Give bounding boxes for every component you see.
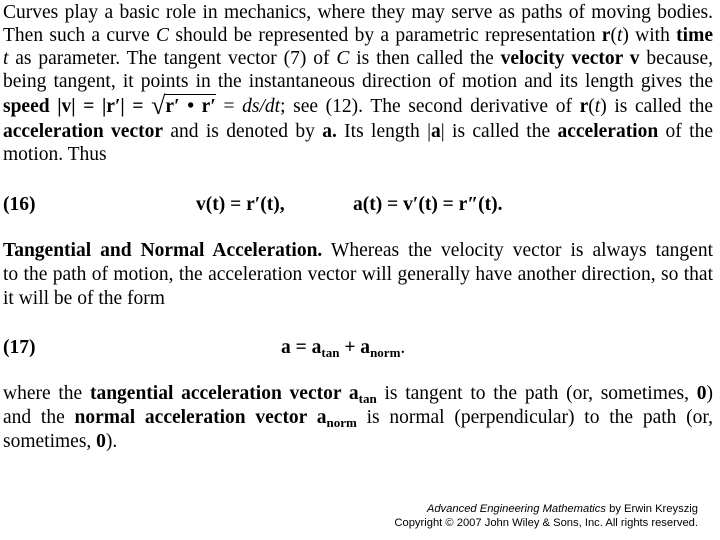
equation-velocity: v(t) = r′(t), [196,194,285,215]
math-symbol: t [616,25,623,46]
math-symbol: 0 [96,431,106,452]
math-symbol: C [156,25,170,46]
paragraph-text: where the [3,383,90,404]
text-line [3,144,713,166]
punctuation: . [400,337,406,358]
text-line [3,264,713,286]
bold-term: tangential acceleration vector a [89,383,359,404]
text-line [3,121,713,143]
paragraph-text: ) with [622,25,677,46]
paragraph-text: Whereas the velocity vector is always tangent [322,240,714,261]
book-title: Advanced Engineering Mathematics [426,503,606,515]
math-symbol: a. [322,121,337,142]
bold-term: time [676,25,713,46]
paragraph-text: is tangent to the path (or, sometimes, [376,383,697,404]
section-heading: Tangential and Normal Acceleration. [3,240,323,261]
math-expression: + a [339,337,371,358]
bold-term: speed [3,96,50,117]
math-expression: r′ • r′ [165,96,216,117]
paragraph-text: ) is called the [600,96,714,117]
paragraph-text: ). [105,431,118,452]
subscript: norm [370,345,401,360]
paragraph-text: of the [658,121,713,142]
math-expression: |v| = |r′| = [49,96,152,117]
bold-term: acceleration vector [3,121,164,142]
paragraph-text: is normal (perpendicular) to the path (or, [356,407,713,428]
paragraph-text: as parameter. The tangent vector (7) of [8,48,337,69]
math-symbol: r [579,96,589,117]
paragraph-text: = [215,96,243,117]
subscript: norm [326,415,357,430]
math-symbol: t [594,96,601,117]
equation-decomposition [281,337,405,359]
math-symbol: a [431,121,441,142]
text-line [3,48,713,70]
sqrt-symbol: √ [151,91,166,120]
paragraph-text: Then such a curve [3,25,157,46]
text-line [3,2,713,24]
text-line [3,240,713,262]
copyright-notice: Copyright © 2007 John Wiley & Sons, Inc. All rights reserved. [394,517,698,529]
equation-number: (17) [3,337,36,358]
equation-acceleration: a(t) = v′(t) = r″(t). [353,194,503,215]
paragraph-text: ) [706,383,713,404]
text-line [3,407,713,429]
text-line [3,431,713,453]
bold-term: normal acceleration vector a [74,407,327,428]
math-symbol: C [336,48,350,69]
paragraph-text: ( [610,25,617,46]
text-line [3,25,713,47]
author-text: by Erwin Kreyszig [605,503,698,515]
math-expression: a = a [281,337,322,358]
subscript: tan [358,391,377,406]
book-credit [427,502,698,516]
bold-term: velocity vector v [500,48,640,69]
text-line [3,288,713,310]
paragraph-text: ( [588,96,595,117]
math-symbol: t [3,48,9,69]
paragraph-text: being tangent, it points in the instantaneous direction of motion and its length gives the [3,71,713,92]
equation-number: (16) [3,194,36,215]
paragraph-text: | is called the [440,121,558,142]
subscript: tan [321,345,340,360]
paragraph-text: Its length | [336,121,432,142]
paragraph-text: motion. Thus [3,144,107,165]
math-symbol: r [601,25,611,46]
paragraph-text: should be represented by a parametric representation [169,25,602,46]
paragraph-text: it will be of the form [3,288,165,309]
paragraph-text: because, [639,48,714,69]
paragraph-text: and is denoted by [163,121,323,142]
paragraph-text: sometimes, [3,431,97,452]
math-symbol: 0 [696,383,707,404]
text-line [3,91,714,120]
text-line [3,71,713,93]
paragraph-text: to the path of motion, the acceleration vector will generally have another direction, so that [3,264,713,285]
text-line [3,383,713,405]
paragraph-text: is then called the [349,48,501,69]
paragraph-text: ; see (12). The second derivative of [280,96,580,117]
bold-term: acceleration [557,121,659,142]
math-expression: ds/dt [242,96,281,117]
paragraph-text: Curves play a basic role in mechanics, where they may serve as paths of moving bodies. [3,2,713,23]
paragraph-text: and the [3,407,75,428]
